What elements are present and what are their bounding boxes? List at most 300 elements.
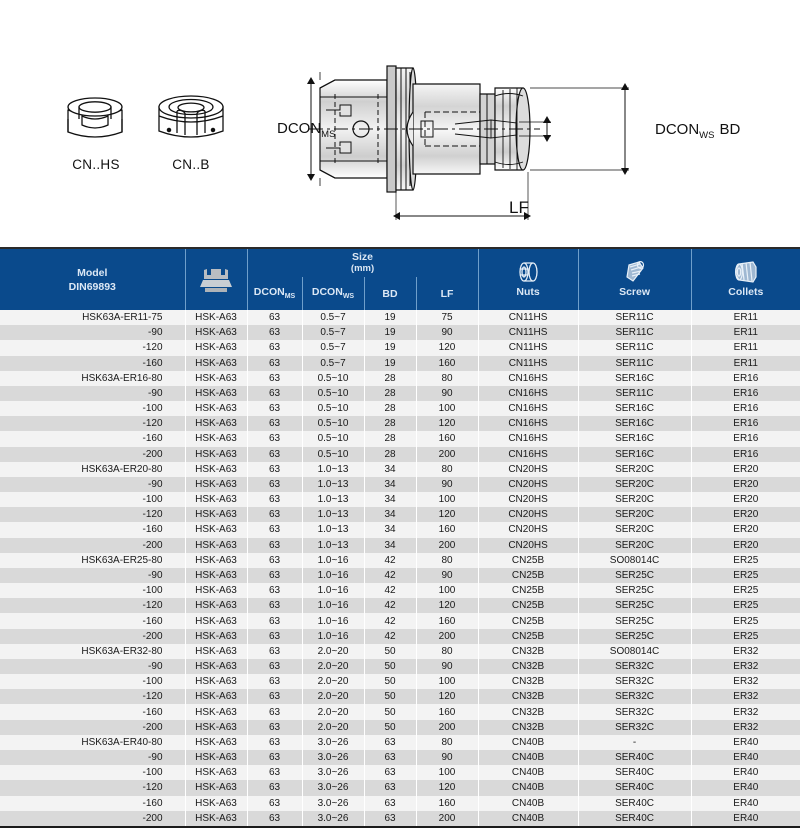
cell-lf: 120	[416, 598, 478, 613]
cell-dcon-ws: 3.0~26	[302, 796, 364, 811]
specification-table	[0, 247, 800, 828]
cell-model: -160	[0, 796, 185, 811]
cell-dcon-ws: 3.0~26	[302, 750, 364, 765]
cell-dcon-ws: 1.0~16	[302, 629, 364, 644]
cell-collets: ER25	[691, 553, 800, 568]
cell-bd: 42	[364, 613, 416, 628]
cell-dcon-ms: 63	[247, 674, 302, 689]
header-size-unit: (mm)	[350, 263, 375, 274]
cell-screw: SER40C	[578, 780, 691, 795]
cell-lf: 90	[416, 386, 478, 401]
cell-model: HSK63A-ER32-80	[0, 644, 185, 659]
cell-model: -90	[0, 477, 185, 492]
cell-lf: 160	[416, 356, 478, 371]
cell-collets: ER20	[691, 462, 800, 477]
table-row	[0, 796, 800, 811]
cell-lf: 90	[416, 659, 478, 674]
cell-nuts: CN32B	[478, 689, 578, 704]
cell-collets: ER40	[691, 765, 800, 780]
cell-model: -100	[0, 765, 185, 780]
cell-lf: 100	[416, 583, 478, 598]
cell-model: -120	[0, 340, 185, 355]
cell-screw: SER40C	[578, 765, 691, 780]
cell-screw: SER40C	[578, 796, 691, 811]
cell-dcon-ws: 2.0~20	[302, 644, 364, 659]
cell-model: -160	[0, 522, 185, 537]
table-row	[0, 310, 800, 325]
cell-collets: ER32	[691, 704, 800, 719]
cell-nuts: CN16HS	[478, 416, 578, 431]
cell-collets: ER16	[691, 431, 800, 446]
cell-model: -90	[0, 568, 185, 583]
cell-taper: HSK-A63	[185, 629, 247, 644]
screw-icon	[579, 260, 691, 286]
cell-nuts: CN20HS	[478, 538, 578, 553]
cell-model: -120	[0, 598, 185, 613]
cell-dcon-ws: 1.0~16	[302, 568, 364, 583]
cell-screw: SER32C	[578, 689, 691, 704]
cell-collets: ER16	[691, 386, 800, 401]
cell-lf: 100	[416, 674, 478, 689]
cell-model: HSK63A-ER20-80	[0, 462, 185, 477]
table-row	[0, 689, 800, 704]
cell-taper: HSK-A63	[185, 568, 247, 583]
cell-dcon-ms: 63	[247, 553, 302, 568]
cell-model: -120	[0, 780, 185, 795]
cell-dcon-ms: 63	[247, 507, 302, 522]
cell-lf: 80	[416, 735, 478, 750]
cell-collets: ER20	[691, 522, 800, 537]
cell-dcon-ws: 0.5~10	[302, 447, 364, 462]
table-row	[0, 674, 800, 689]
cell-dcon-ms: 63	[247, 765, 302, 780]
cell-model: -100	[0, 674, 185, 689]
cell-screw: SER25C	[578, 629, 691, 644]
cell-nuts: CN40B	[478, 796, 578, 811]
cell-screw: SER32C	[578, 704, 691, 719]
cell-dcon-ms: 63	[247, 720, 302, 735]
cell-bd: 42	[364, 598, 416, 613]
cell-dcon-ws: 1.0~13	[302, 507, 364, 522]
cell-taper: HSK-A63	[185, 659, 247, 674]
cell-lf: 200	[416, 538, 478, 553]
cell-nuts: CN20HS	[478, 462, 578, 477]
cell-bd: 28	[364, 431, 416, 446]
cell-lf: 100	[416, 401, 478, 416]
cell-model: -120	[0, 507, 185, 522]
cell-taper: HSK-A63	[185, 553, 247, 568]
cell-nuts: CN16HS	[478, 386, 578, 401]
cell-dcon-ms: 63	[247, 735, 302, 750]
cell-screw: SER11C	[578, 325, 691, 340]
cell-screw: SER11C	[578, 340, 691, 355]
cell-collets: ER16	[691, 416, 800, 431]
cell-taper: HSK-A63	[185, 613, 247, 628]
cell-screw: SER25C	[578, 613, 691, 628]
label-lf: LF	[509, 198, 529, 217]
header-collets-label: Collets	[728, 286, 764, 298]
cell-dcon-ms: 63	[247, 462, 302, 477]
cell-dcon-ms: 63	[247, 492, 302, 507]
cell-collets: ER40	[691, 811, 800, 827]
nut-cn-b-group	[152, 85, 230, 172]
cell-model: -90	[0, 750, 185, 765]
cell-dcon-ms: 63	[247, 811, 302, 827]
cell-dcon-ms: 63	[247, 613, 302, 628]
cell-dcon-ws: 1.0~16	[302, 583, 364, 598]
cell-dcon-ms: 63	[247, 750, 302, 765]
cell-model: HSK63A-ER40-80	[0, 735, 185, 750]
cell-lf: 200	[416, 629, 478, 644]
cell-bd: 50	[364, 704, 416, 719]
table-row	[0, 522, 800, 537]
cell-collets: ER16	[691, 401, 800, 416]
table-row	[0, 811, 800, 827]
cell-lf: 160	[416, 431, 478, 446]
cell-taper: HSK-A63	[185, 796, 247, 811]
cell-taper: HSK-A63	[185, 720, 247, 735]
cell-bd: 50	[364, 644, 416, 659]
nut-cn-hs-caption: CN..HS	[72, 157, 120, 172]
cell-dcon-ms: 63	[247, 644, 302, 659]
cell-collets: ER40	[691, 735, 800, 750]
cell-model: -100	[0, 401, 185, 416]
cell-collets: ER32	[691, 659, 800, 674]
cell-nuts: CN20HS	[478, 522, 578, 537]
cell-dcon-ms: 63	[247, 477, 302, 492]
collet-nut-ball-bearing-icon	[152, 85, 230, 150]
header-collets	[691, 248, 800, 310]
cell-collets: ER11	[691, 310, 800, 325]
cell-screw: SER32C	[578, 674, 691, 689]
cell-bd: 28	[364, 416, 416, 431]
cell-taper: HSK-A63	[185, 522, 247, 537]
table-row	[0, 750, 800, 765]
cell-dcon-ws: 1.0~16	[302, 598, 364, 613]
cell-dcon-ms: 63	[247, 629, 302, 644]
header-size-group	[247, 248, 478, 277]
cell-dcon-ws: 1.0~13	[302, 477, 364, 492]
cell-bd: 63	[364, 796, 416, 811]
cell-nuts: CN40B	[478, 735, 578, 750]
cell-nuts: CN25B	[478, 629, 578, 644]
cell-lf: 90	[416, 325, 478, 340]
cell-dcon-ws: 3.0~26	[302, 811, 364, 827]
cell-lf: 200	[416, 811, 478, 827]
cell-taper: HSK-A63	[185, 811, 247, 827]
cell-dcon-ws: 2.0~20	[302, 674, 364, 689]
cell-screw: SER11C	[578, 310, 691, 325]
cell-dcon-ws: 0.5~7	[302, 325, 364, 340]
cell-taper: HSK-A63	[185, 477, 247, 492]
cell-nuts: CN32B	[478, 659, 578, 674]
cell-nuts: CN25B	[478, 613, 578, 628]
cell-collets: ER11	[691, 340, 800, 355]
cell-dcon-ws: 2.0~20	[302, 720, 364, 735]
cell-dcon-ws: 0.5~10	[302, 401, 364, 416]
cell-model: -200	[0, 629, 185, 644]
table-row	[0, 735, 800, 750]
table-row	[0, 325, 800, 340]
cell-bd: 50	[364, 659, 416, 674]
cell-dcon-ws: 3.0~26	[302, 780, 364, 795]
cell-lf: 80	[416, 462, 478, 477]
cell-bd: 34	[364, 538, 416, 553]
cell-nuts: CN32B	[478, 720, 578, 735]
table-row	[0, 386, 800, 401]
cell-screw: -	[578, 735, 691, 750]
cell-dcon-ms: 63	[247, 416, 302, 431]
cell-bd: 63	[364, 811, 416, 827]
header-model-label: Model	[77, 266, 108, 279]
cell-taper: HSK-A63	[185, 750, 247, 765]
cell-lf: 120	[416, 780, 478, 795]
cell-lf: 120	[416, 340, 478, 355]
header-screw-label: Screw	[619, 286, 651, 298]
cell-dcon-ms: 63	[247, 568, 302, 583]
cell-bd: 34	[364, 522, 416, 537]
table-row	[0, 462, 800, 477]
header-taper	[185, 248, 247, 310]
cell-collets: ER11	[691, 356, 800, 371]
cell-collets: ER20	[691, 477, 800, 492]
cell-screw: SER20C	[578, 462, 691, 477]
cell-dcon-ms: 63	[247, 325, 302, 340]
cell-model: -90	[0, 386, 185, 401]
cell-model: -120	[0, 689, 185, 704]
table-row	[0, 553, 800, 568]
cell-dcon-ms: 63	[247, 598, 302, 613]
product-diagram-area	[0, 0, 800, 240]
cell-taper: HSK-A63	[185, 765, 247, 780]
cell-screw: SER16C	[578, 401, 691, 416]
cell-collets: ER40	[691, 780, 800, 795]
table-row	[0, 401, 800, 416]
header-nuts-label: Nuts	[516, 286, 540, 298]
cell-nuts: CN40B	[478, 811, 578, 827]
cell-dcon-ws: 1.0~13	[302, 538, 364, 553]
cell-lf: 200	[416, 720, 478, 735]
cell-lf: 160	[416, 796, 478, 811]
cell-lf: 100	[416, 765, 478, 780]
table-row	[0, 720, 800, 735]
table-row	[0, 340, 800, 355]
cell-taper: HSK-A63	[185, 492, 247, 507]
cell-model: -200	[0, 447, 185, 462]
table-row	[0, 492, 800, 507]
cell-dcon-ws: 1.0~13	[302, 462, 364, 477]
cell-model: -160	[0, 704, 185, 719]
cell-nuts: CN25B	[478, 553, 578, 568]
cell-lf: 120	[416, 416, 478, 431]
cell-collets: ER11	[691, 325, 800, 340]
cell-dcon-ws: 3.0~26	[302, 735, 364, 750]
cell-dcon-ws: 0.5~10	[302, 431, 364, 446]
cell-screw: SER32C	[578, 659, 691, 674]
cell-lf: 80	[416, 553, 478, 568]
cell-screw: SO08014C	[578, 644, 691, 659]
table-row	[0, 765, 800, 780]
cell-nuts: CN40B	[478, 750, 578, 765]
cell-bd: 63	[364, 735, 416, 750]
cell-bd: 28	[364, 447, 416, 462]
cell-screw: SER16C	[578, 447, 691, 462]
cell-nuts: CN32B	[478, 704, 578, 719]
cell-lf: 90	[416, 568, 478, 583]
cell-bd: 42	[364, 583, 416, 598]
cell-lf: 100	[416, 492, 478, 507]
cell-nuts: CN16HS	[478, 431, 578, 446]
cell-dcon-ms: 63	[247, 386, 302, 401]
collet-icon	[692, 260, 800, 286]
header-standard-label: DIN69893	[68, 280, 116, 293]
cell-bd: 28	[364, 401, 416, 416]
cell-collets: ER32	[691, 644, 800, 659]
cell-bd: 42	[364, 629, 416, 644]
cell-screw: SER20C	[578, 477, 691, 492]
cell-bd: 34	[364, 492, 416, 507]
cell-nuts: CN32B	[478, 674, 578, 689]
cell-dcon-ws: 1.0~13	[302, 522, 364, 537]
cell-dcon-ms: 63	[247, 796, 302, 811]
cell-collets: ER25	[691, 629, 800, 644]
cell-bd: 63	[364, 780, 416, 795]
cell-nuts: CN32B	[478, 644, 578, 659]
cell-taper: HSK-A63	[185, 431, 247, 446]
table-row	[0, 704, 800, 719]
header-dcon-ws: $DCON_{WS}$	[302, 277, 364, 310]
cell-taper: HSK-A63	[185, 598, 247, 613]
table-row	[0, 644, 800, 659]
collet-nut-hex-icon	[60, 88, 132, 150]
cell-collets: ER20	[691, 492, 800, 507]
cell-collets: ER25	[691, 613, 800, 628]
cell-collets: ER20	[691, 538, 800, 553]
cell-nuts: CN11HS	[478, 310, 578, 325]
cell-screw: SER16C	[578, 416, 691, 431]
cell-dcon-ms: 63	[247, 704, 302, 719]
table-row	[0, 583, 800, 598]
cell-bd: 42	[364, 553, 416, 568]
cell-taper: HSK-A63	[185, 462, 247, 477]
cell-dcon-ms: 63	[247, 340, 302, 355]
cell-model: -100	[0, 583, 185, 598]
table-row	[0, 431, 800, 446]
table-row	[0, 371, 800, 386]
cell-screw: SER20C	[578, 538, 691, 553]
cell-bd: 28	[364, 386, 416, 401]
cell-dcon-ws: 1.0~16	[302, 553, 364, 568]
table-row	[0, 447, 800, 462]
cell-dcon-ms: 63	[247, 583, 302, 598]
cell-dcon-ms: 63	[247, 780, 302, 795]
cell-nuts: CN16HS	[478, 447, 578, 462]
cell-taper: HSK-A63	[185, 689, 247, 704]
cell-lf: 75	[416, 310, 478, 325]
cell-taper: HSK-A63	[185, 780, 247, 795]
cell-screw: SER20C	[578, 492, 691, 507]
cell-lf: 160	[416, 522, 478, 537]
cell-dcon-ms: 63	[247, 310, 302, 325]
cell-screw: SER25C	[578, 568, 691, 583]
cell-model: -160	[0, 613, 185, 628]
cell-nuts: CN20HS	[478, 507, 578, 522]
cell-dcon-ws: 0.5~7	[302, 356, 364, 371]
cell-bd: 50	[364, 674, 416, 689]
table-row	[0, 416, 800, 431]
cell-dcon-ws: 2.0~20	[302, 704, 364, 719]
cell-dcon-ms: 63	[247, 659, 302, 674]
cell-taper: HSK-A63	[185, 356, 247, 371]
cell-collets: ER25	[691, 568, 800, 583]
header-dcon-ms: $DCON_{MS}$	[247, 277, 302, 310]
header-size-label: Size	[352, 251, 374, 263]
cell-collets: ER25	[691, 583, 800, 598]
cell-nuts: CN25B	[478, 568, 578, 583]
cell-screw: SER16C	[578, 431, 691, 446]
cell-nuts: CN20HS	[478, 477, 578, 492]
table-row	[0, 356, 800, 371]
cell-dcon-ms: 63	[247, 431, 302, 446]
cell-dcon-ws: 0.5~10	[302, 371, 364, 386]
cell-nuts: CN11HS	[478, 356, 578, 371]
cell-bd: 63	[364, 765, 416, 780]
cell-taper: HSK-A63	[185, 340, 247, 355]
cell-bd: 63	[364, 750, 416, 765]
cell-lf: 120	[416, 689, 478, 704]
cell-lf: 160	[416, 704, 478, 719]
cell-nuts: CN40B	[478, 780, 578, 795]
cell-collets: ER40	[691, 796, 800, 811]
cell-taper: HSK-A63	[185, 371, 247, 386]
cell-dcon-ws: 0.5~7	[302, 310, 364, 325]
cell-collets: ER40	[691, 750, 800, 765]
cell-screw: SER11C	[578, 356, 691, 371]
table-row	[0, 507, 800, 522]
cell-screw: SER11C	[578, 386, 691, 401]
header-bd: BD	[364, 277, 416, 310]
header-model	[0, 248, 185, 310]
cell-screw: SER40C	[578, 811, 691, 827]
cell-lf: 80	[416, 644, 478, 659]
header-screw	[578, 248, 691, 310]
cell-bd: 19	[364, 340, 416, 355]
cell-dcon-ms: 63	[247, 401, 302, 416]
cell-model: -90	[0, 659, 185, 674]
table-row	[0, 780, 800, 795]
cell-nuts: CN40B	[478, 765, 578, 780]
cell-taper: HSK-A63	[185, 538, 247, 553]
cell-taper: HSK-A63	[185, 583, 247, 598]
label-dcon-ws-bd: $DCON_{WS}$ BD	[655, 121, 741, 141]
table-row	[0, 538, 800, 553]
cell-screw: SER40C	[578, 750, 691, 765]
cell-nuts: CN25B	[478, 583, 578, 598]
cell-bd: 34	[364, 507, 416, 522]
cell-bd: 19	[364, 325, 416, 340]
cell-taper: HSK-A63	[185, 735, 247, 750]
nut-cn-hs-group	[60, 88, 132, 172]
cell-nuts: CN16HS	[478, 401, 578, 416]
cell-screw: SER20C	[578, 507, 691, 522]
cell-lf: 90	[416, 477, 478, 492]
cell-lf: 90	[416, 750, 478, 765]
cell-bd: 50	[364, 689, 416, 704]
cell-lf: 160	[416, 613, 478, 628]
cell-bd: 34	[364, 477, 416, 492]
header-nuts	[478, 248, 578, 310]
table-body	[0, 310, 800, 827]
